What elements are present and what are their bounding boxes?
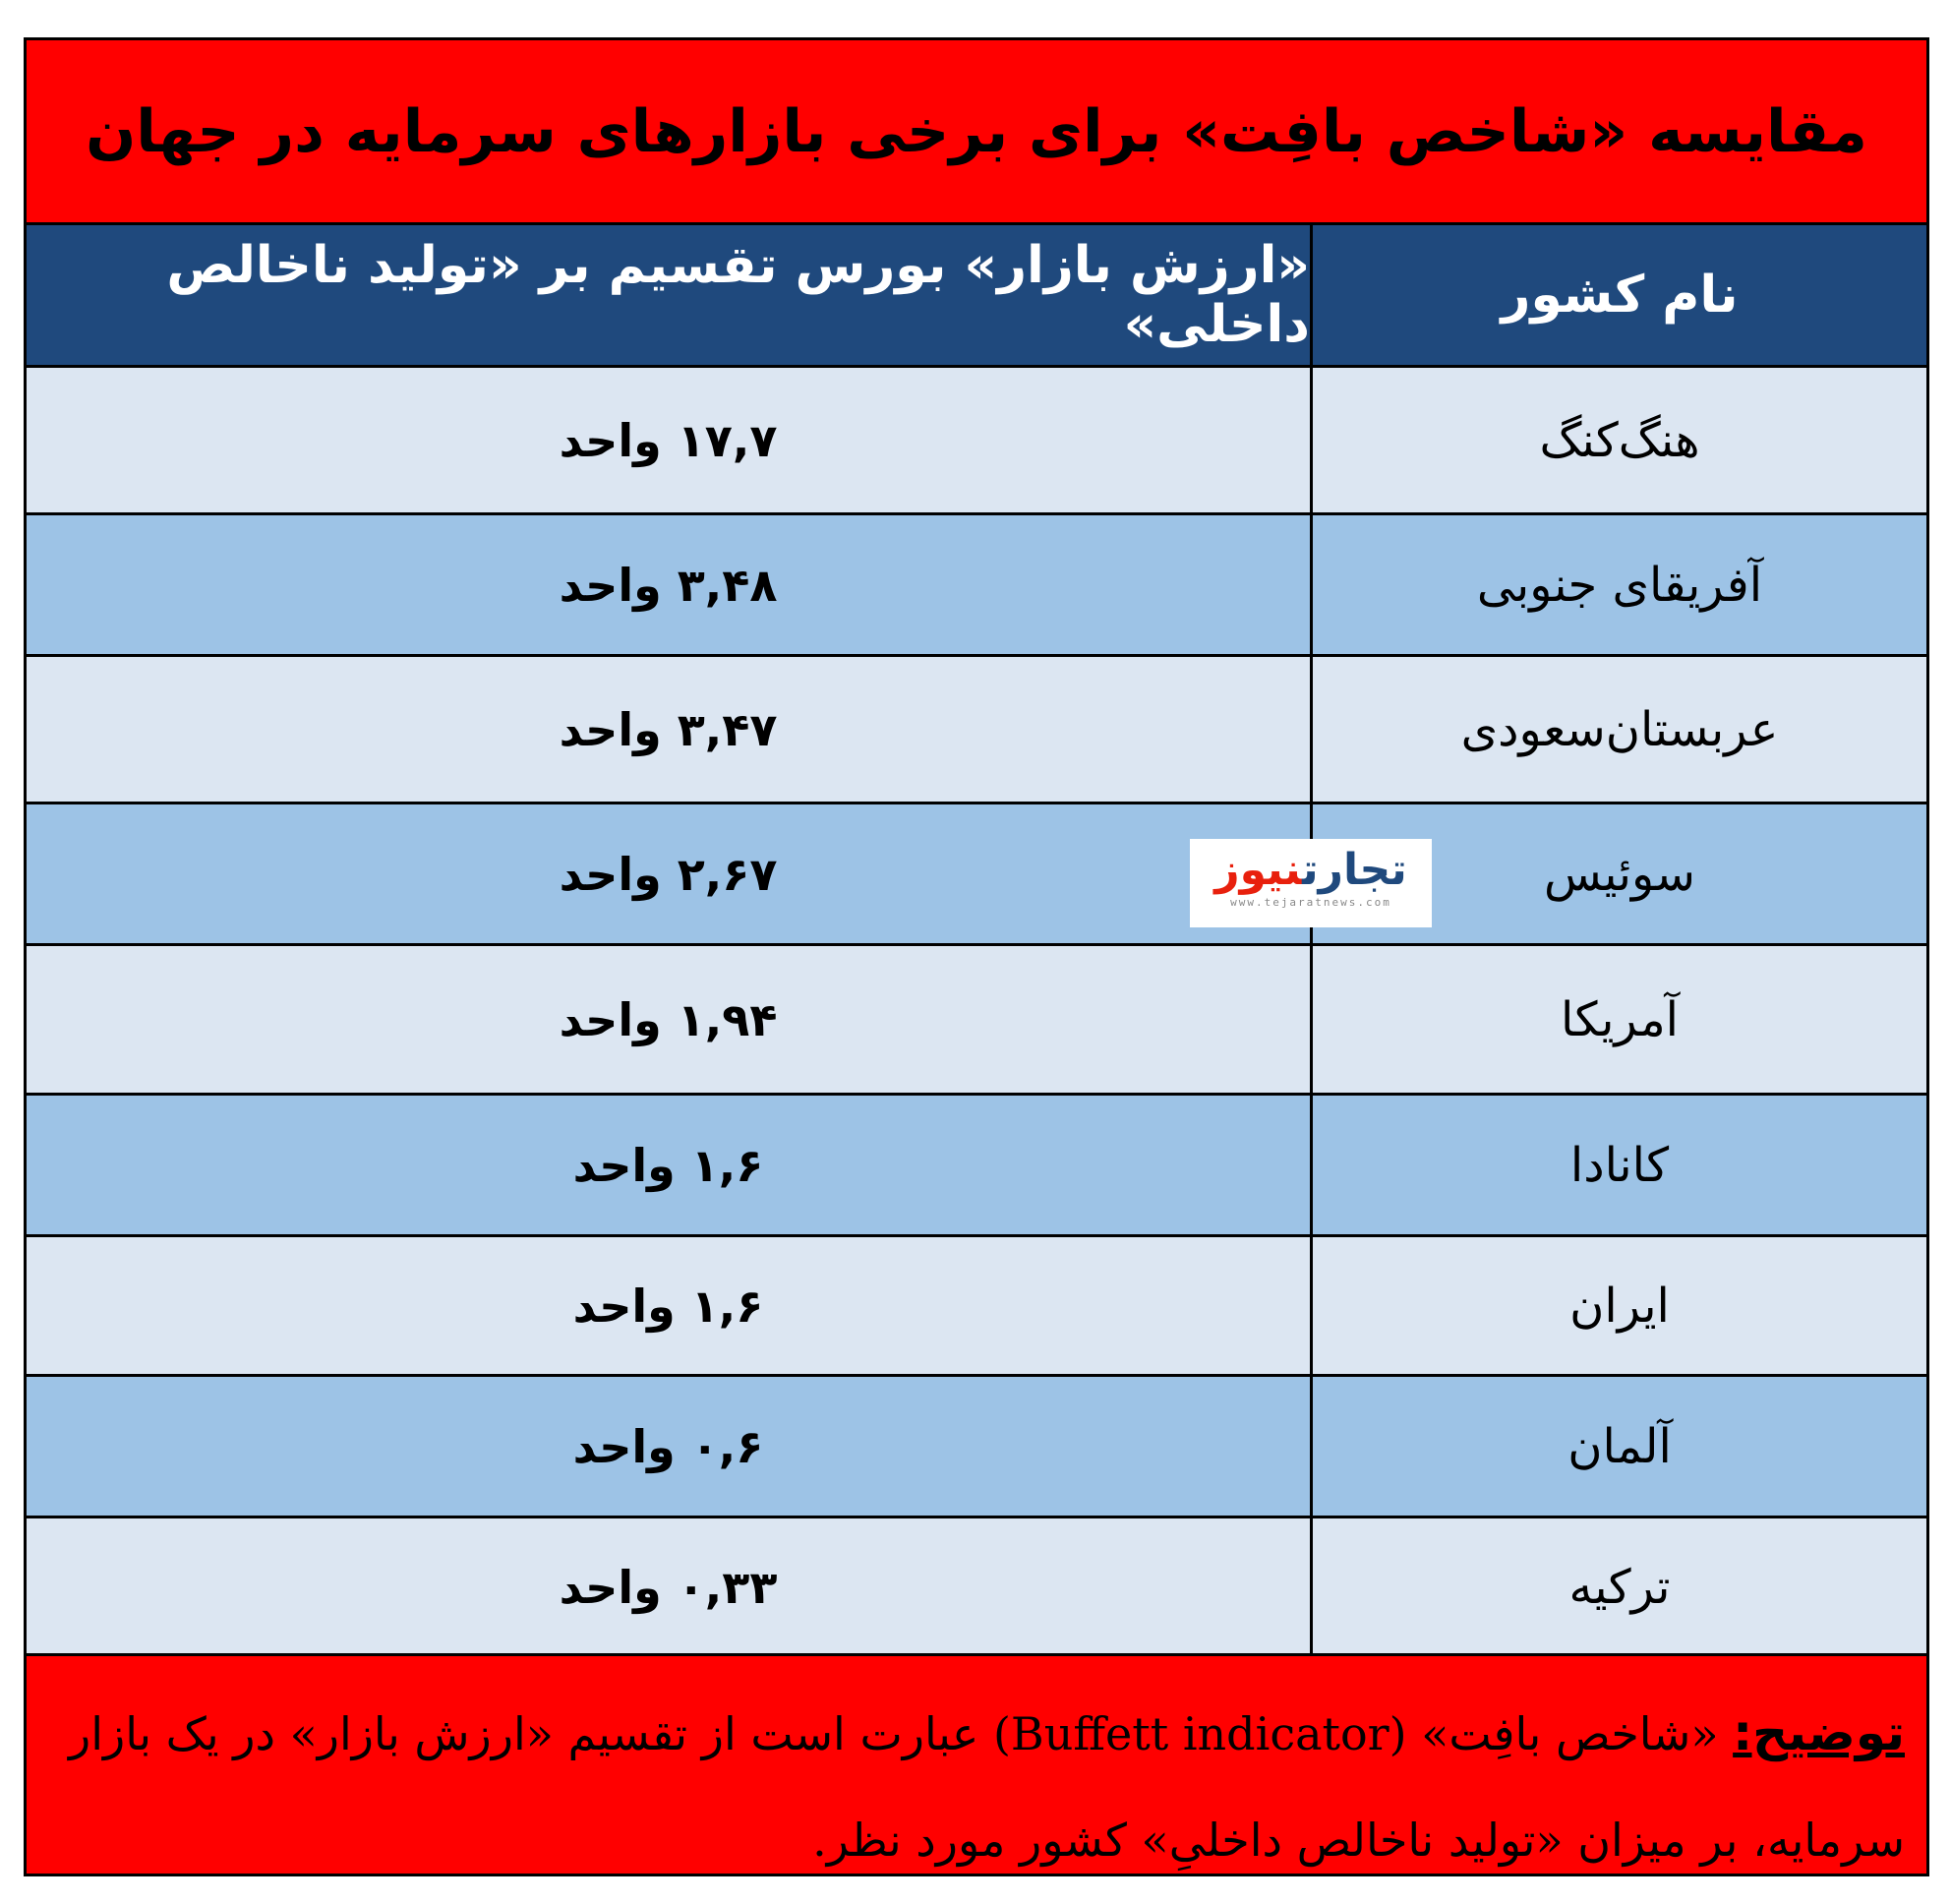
country-name: ایران — [1569, 1278, 1670, 1334]
country-name: ترکیه — [1568, 1560, 1671, 1615]
country-cell — [1310, 368, 1926, 512]
country-cell — [1310, 515, 1926, 654]
header-country: نام کشور — [1501, 266, 1739, 325]
indicator-value: ۱,۹۴ واحد — [559, 992, 778, 1046]
value-cell — [27, 946, 1310, 1093]
value-cell — [27, 1377, 1310, 1516]
indicator-value: ۳,۴۷ واحد — [559, 702, 778, 756]
table-row — [27, 1096, 1926, 1237]
logo-wordmark — [1198, 845, 1424, 896]
note-box — [27, 1653, 1926, 1874]
note-label: توضیح: — [1733, 1704, 1905, 1761]
note-paragraph — [48, 1680, 1905, 1893]
value-cell — [27, 657, 1310, 802]
country-cell — [1310, 657, 1926, 802]
country-name: آفریقای جنوبی — [1476, 557, 1763, 613]
indicator-value: ۳,۴۸ واحد — [559, 558, 778, 612]
table-row — [27, 1377, 1926, 1518]
country-cell — [1310, 1518, 1926, 1656]
header-value-cell — [27, 225, 1310, 365]
note-text: «شاخص بافِت» (Buffett indicator) عبارت است از تقسیم «ارزش بازار» در یک بازار سرمایه، بر میزان «تولید ناخالص داخلیِ» کشور مورد نظر. — [69, 1707, 1905, 1867]
title-bar — [27, 40, 1926, 225]
table-row — [27, 657, 1926, 804]
value-cell — [27, 1237, 1310, 1374]
table-row — [27, 1237, 1926, 1377]
country-cell — [1310, 1377, 1926, 1516]
indicator-value: ۱۷,۷ واحد — [559, 413, 778, 467]
country-cell — [1310, 1096, 1926, 1234]
country-name: کانادا — [1569, 1137, 1670, 1193]
country-name: آمریکا — [1560, 991, 1680, 1047]
table-row — [27, 1518, 1926, 1656]
country-cell — [1310, 946, 1926, 1093]
value-cell — [27, 515, 1310, 654]
header-country-cell — [1310, 225, 1926, 365]
logo-part1: تجارت — [1302, 845, 1407, 895]
header-value: «ارزش بازار» بورس تقسیم بر «تولید ناخالص داخلی» — [166, 236, 1310, 354]
country-cell — [1310, 1237, 1926, 1374]
value-cell — [27, 368, 1310, 512]
tejaratnews-logo — [1190, 839, 1432, 927]
indicator-value: ۱,۶ واحد — [572, 1279, 764, 1333]
country-name: هنگ‌کنگ — [1539, 412, 1700, 468]
indicator-value: ۰,۶ واحد — [572, 1419, 764, 1473]
table-header-row — [27, 225, 1926, 368]
value-cell — [27, 1096, 1310, 1234]
indicator-value: ۰,۳۳ واحد — [559, 1561, 778, 1614]
table-row — [27, 804, 1926, 946]
logo-part2: نیوز — [1214, 845, 1303, 895]
country-name: آلمان — [1567, 1418, 1672, 1474]
value-cell — [27, 804, 1310, 943]
logo-url: www.tejaratnews.com — [1230, 896, 1391, 909]
page-title: مقایسه «شاخص بافِت» برای برخی بازارهای سرمایه در جهان — [86, 96, 1867, 166]
indicator-value: ۱,۶ واحد — [572, 1138, 764, 1192]
buffett-table — [27, 225, 1926, 1656]
table-row — [27, 368, 1926, 515]
value-cell — [27, 1518, 1310, 1656]
indicator-value: ۲,۶۷ واحد — [559, 847, 778, 901]
infographic-frame — [24, 37, 1929, 1876]
country-name: عربستان‌سعودی — [1460, 701, 1779, 757]
table-row — [27, 946, 1926, 1096]
country-name: سوئیس — [1543, 846, 1696, 902]
table-row — [27, 515, 1926, 657]
